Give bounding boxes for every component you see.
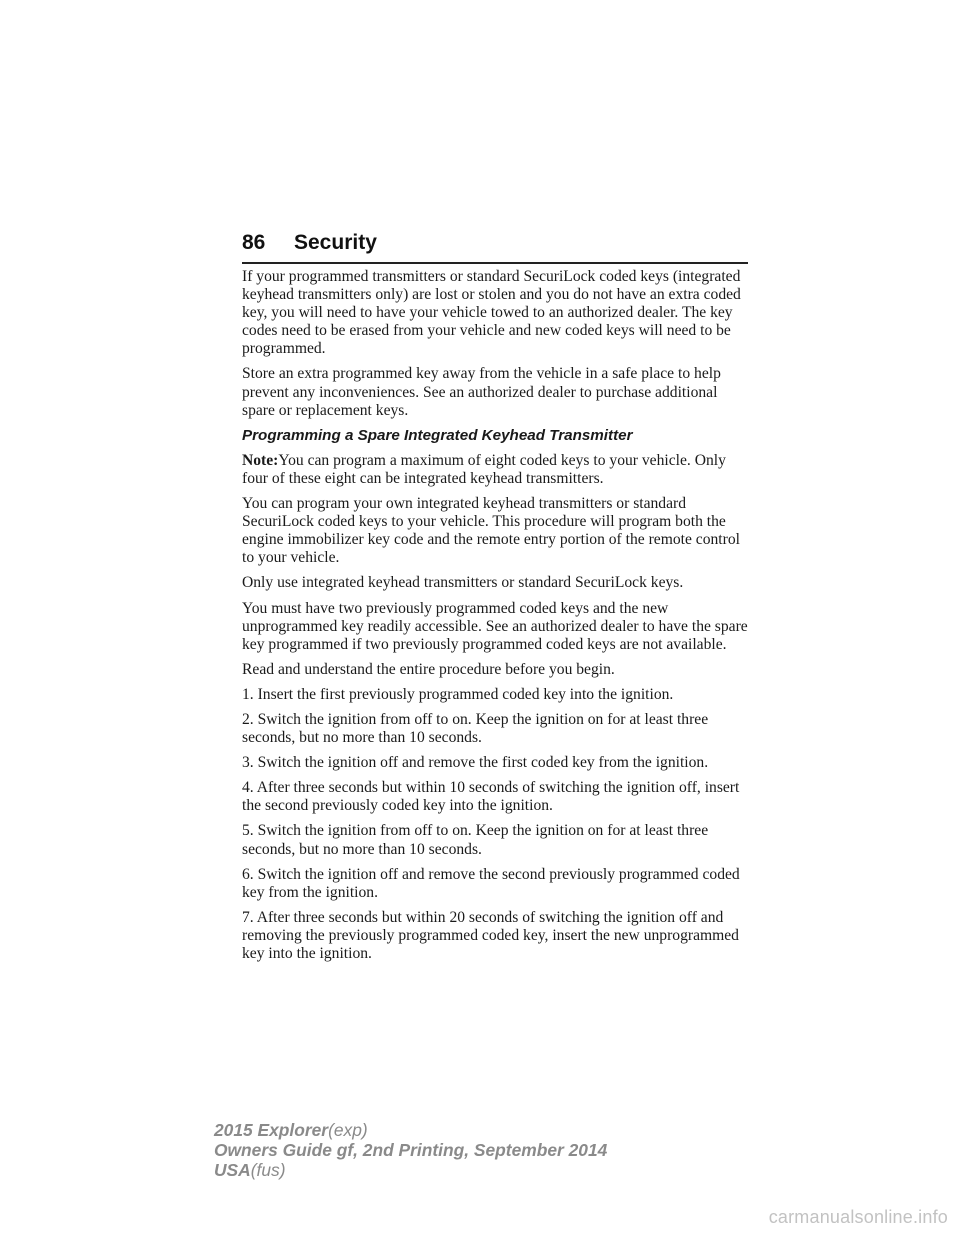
paragraph-only-use: Only use integrated keyhead transmitters or standard SecuriLock keys. — [242, 574, 684, 592]
step-7: 7. After three seconds but within 20 seconds of switching the ignition off and removing the previously programmed coded key, insert the new unprogrammed key into the ignition. — [242, 908, 739, 962]
paragraph-lost-keys: If your programmed transmitters or standard SecuriLock coded keys (integrated keyhead transmitters only) are lost or stolen and you do not have an extra coded key, you will need to have your vehicle towed to an authorized dealer. The key codes need to be erased from your vehicle and new coded keys will need to be programmed. — [242, 268, 741, 358]
step-4: 4. After three seconds but within 10 seconds of switching the ignition off, insert the second previously coded key into the ignition. — [242, 779, 740, 815]
note-paragraph — [242, 452, 752, 488]
subheading-programming: Programming a Spare Integrated Keyhead Transmitter — [242, 426, 633, 444]
footer-market-code: (fus) — [250, 1160, 286, 1180]
section-title: Security — [294, 231, 377, 254]
footer-line-market — [214, 1160, 607, 1180]
page-header — [242, 228, 748, 264]
step-1: 1. Insert the first previously programmed coded key into the ignition. — [242, 685, 674, 703]
step-3: 3. Switch the ignition off and remove the first coded key from the ignition. — [242, 754, 709, 772]
footer-line-model — [214, 1120, 607, 1140]
step-5: 5. Switch the ignition from off to on. Keep the ignition on for at least three seconds, but no more than 10 seconds. — [242, 822, 709, 858]
step-6: 6. Switch the ignition off and remove the second previously programmed coded key from the ignition. — [242, 865, 740, 901]
paragraph-read-procedure: Read and understand the entire procedure before you begin. — [242, 660, 615, 678]
page-number: 86 — [242, 231, 266, 254]
paragraph-program-own: You can program your own integrated keyhead transmitters or standard SecuriLock coded keys to your vehicle. This procedure will program both the engine immobilizer key code and the remote entry portion of the remote control to your vehicle. — [242, 495, 740, 567]
paragraph-must-have: You must have two previously programmed coded keys and the new unprogrammed key readily accessible. See an authorized dealer to have the spare key programmed if two previously programmed coded keys are not available. — [242, 599, 748, 653]
paragraph-spare-key: Store an extra programmed key away from the vehicle in a safe place to help prevent any inconveniences. See an authorized dealer to purchase additional spare or replacement keys. — [242, 365, 721, 419]
step-2: 2. Switch the ignition from off to on. Keep the ignition on for at least three seconds, but no more than 10 seconds. — [242, 710, 709, 747]
note-label: Note: — [242, 451, 279, 469]
watermark: carmanualsonline.info — [768, 1207, 948, 1227]
page-content — [242, 268, 752, 970]
footer-market: USA — [214, 1160, 251, 1180]
note-text: You can program a maximum of eight coded keys to your vehicle. Only four of these eight can be integrated keyhead transmitters. — [242, 451, 726, 487]
footer-model: 2015 Explorer — [214, 1120, 329, 1140]
footer-printing: Owners Guide gf, 2nd Printing, September 2014 — [214, 1140, 608, 1160]
page-footer — [214, 1120, 607, 1180]
footer-model-code: (exp) — [328, 1120, 368, 1140]
